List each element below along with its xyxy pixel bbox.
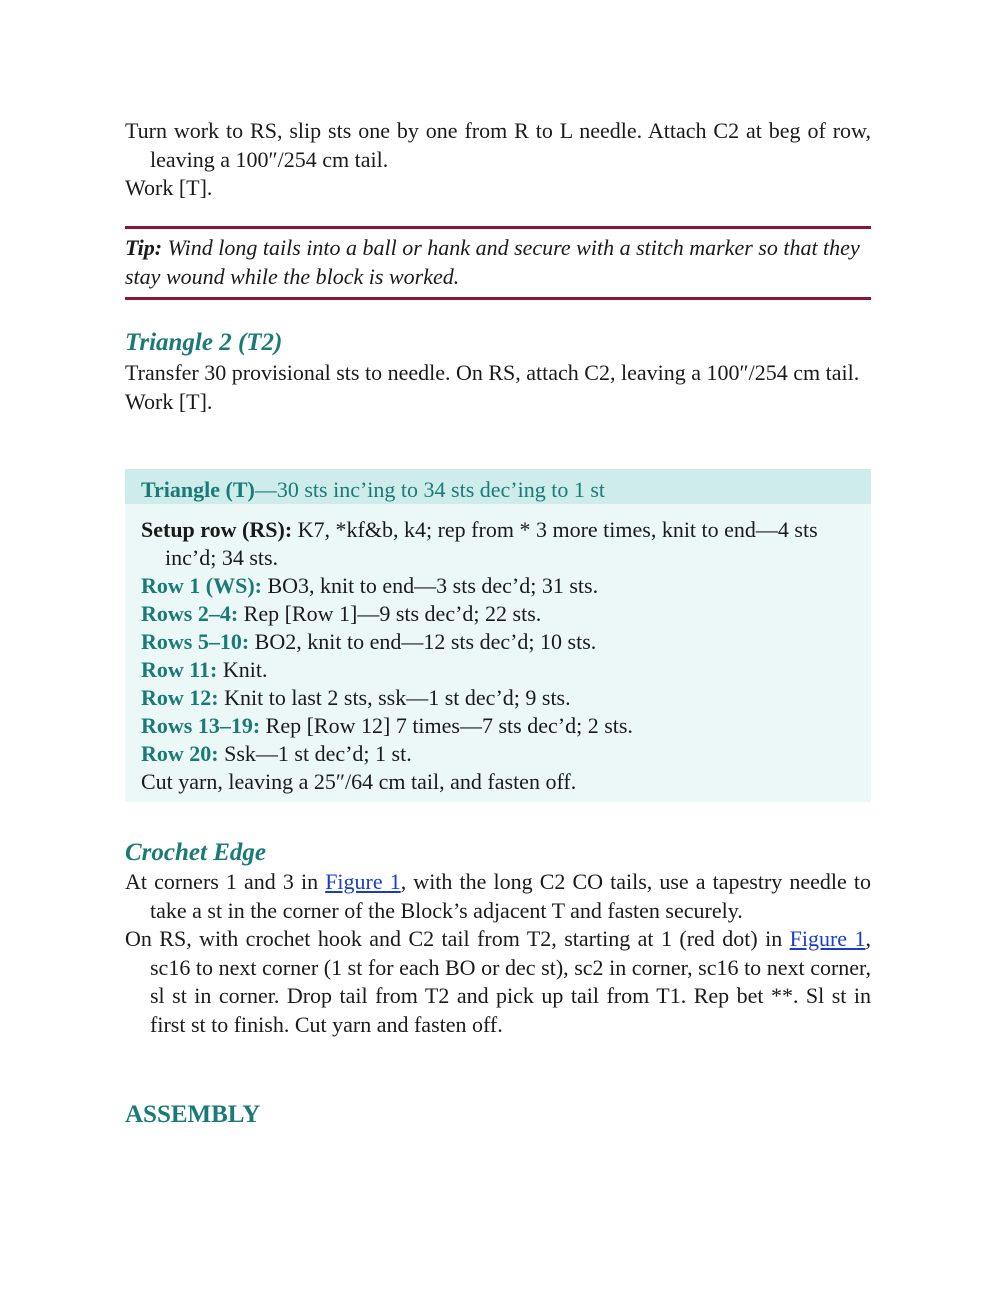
rows-5-10-text: BO2, knit to end—12 sts dec’d; 10 sts. [249, 629, 597, 654]
row-20-text: Ssk—1 st dec’d; 1 st. [218, 741, 412, 766]
row-11 [141, 656, 859, 684]
crochet-p1-before: At corners 1 and 3 in [125, 869, 326, 894]
assembly-section [125, 1100, 871, 1130]
triangle2-heading: Triangle 2 (T2) [125, 329, 283, 356]
rows-13-19 [141, 712, 859, 740]
crochet-p2-after: , sc16 to next corner (1 st for each BO or dec st), sc2 in corner, sc16 to next corner, sl st in corner. Drop tail from T2 and pick up tail from T1. Rep bet **. Sl st in first st to finish. Cut yarn and fasten off. [150, 926, 871, 1037]
crochet-p2-before: On RS, with crochet hook and C2 tail from T2, starting at 1 (red dot) in [125, 926, 790, 951]
triangle2-section [125, 328, 871, 416]
intro-work-line: Work [T]. [125, 175, 213, 200]
tip-label: Tip: [125, 235, 163, 260]
assembly-heading: ASSEMBLY [125, 1101, 261, 1128]
setup-row [141, 516, 859, 572]
closing-line: Cut yarn, leaving a 25″/64 cm tail, and fasten off. [141, 769, 577, 794]
row-11-text: Knit. [217, 657, 268, 682]
setup-row-text: K7, *kf&b, k4; rep from * 3 more times, knit to end—4 sts inc’d; 34 sts. [165, 517, 818, 570]
row-12 [141, 684, 859, 712]
triangle-box-title-rest: —30 sts inc’ing to 34 sts dec’ing to 1 st [254, 477, 606, 502]
triangle-box-title-bold: Triangle (T) [141, 477, 255, 502]
row-12-text: Knit to last 2 sts, ssk—1 st dec’d; 9 sts. [218, 685, 571, 710]
tip-box [125, 226, 871, 300]
crochet-edge-section [125, 838, 871, 1039]
row-20 [141, 740, 859, 768]
triangle2-paragraph: Transfer 30 provisional sts to needle. On RS, attach C2, leaving a 100″/254 cm tail. [125, 360, 860, 385]
crochet-paragraph-1 [125, 868, 871, 925]
row-1-text: BO3, knit to end—3 sts dec’d; 31 sts. [262, 573, 599, 598]
tip-text: Wind long tails into a ball or hank and secure with a stitch marker so that they stay wound while the block is worked. [125, 235, 860, 289]
crochet-edge-heading: Crochet Edge [125, 839, 266, 866]
figure-1-link[interactable]: Figure 1 [325, 869, 401, 894]
triangle-box-body [125, 504, 871, 802]
triangle2-work-line: Work [T]. [125, 388, 213, 414]
rows-5-10 [141, 628, 859, 656]
intro-paragraph: Turn work to RS, slip sts one by one from R to L needle. Attach C2 at beg of row, leaving a 100″/254 cm tail. [125, 118, 871, 172]
triangle-box-title [125, 469, 871, 504]
crochet-p1-after: , with the long C2 CO tails, use a tapestry needle to take a st in the corner of the Block’s adjacent T and fasten securely. [150, 869, 871, 923]
crochet-paragraph-2 [125, 925, 871, 1039]
intro-section [125, 117, 871, 203]
row-11-label: Row 11: [141, 657, 218, 682]
rows-13-19-label: Rows 13–19: [141, 713, 261, 738]
triangle-instructions-box [125, 469, 871, 802]
figure-1-link-2[interactable]: Figure 1 [789, 926, 866, 951]
setup-row-label: Setup row (RS): [141, 517, 293, 542]
rows-2-4-label: Rows 2–4: [141, 601, 239, 626]
rows-2-4-text: Rep [Row 1]—9 sts dec’d; 22 sts. [238, 601, 542, 626]
rows-5-10-label: Rows 5–10: [141, 629, 250, 654]
row-1-label: Row 1 (WS): [141, 573, 262, 598]
row-12-label: Row 12: [141, 685, 219, 710]
rows-13-19-text: Rep [Row 12] 7 times—7 sts dec’d; 2 sts. [260, 713, 633, 738]
row-1 [141, 572, 859, 600]
rows-2-4 [141, 600, 859, 628]
row-20-label: Row 20: [141, 741, 219, 766]
